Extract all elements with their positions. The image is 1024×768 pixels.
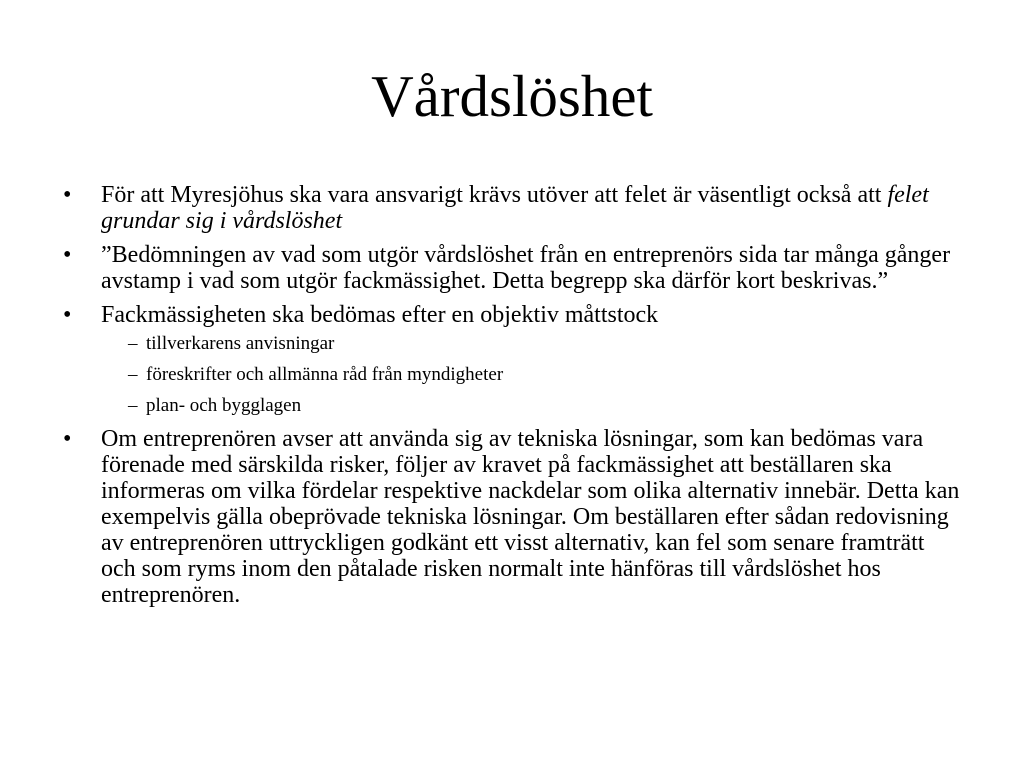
- bullet-item-2: [63, 242, 963, 294]
- slide-title: Vårdslöshet: [371, 63, 653, 129]
- sub-bullet-text: föreskrifter och allmänna råd från myndigheter: [146, 364, 504, 385]
- sub-bullet-item: [63, 395, 963, 417]
- sub-bullet-item: [63, 364, 963, 386]
- bullet-text: För att Myresjöhus ska vara ansvarigt krävs utöver att felet är väsentligt också att: [101, 182, 888, 208]
- bullet-text: Om entreprenören avser att använda sig av tekniska lösningar, som kan bedömas vara förenade med särskilda risker, följer av kravet på fackmässighet att beställaren ska informeras om vilka fördelar respektive nackdelar som olika alternativ innebär. Detta kan exempelvis gälla obeprövade tekniska lösningar. Om beställaren efter sådan redovisning av entreprenören uttryckligen godkänt ett visst alternativ, kan fel som senare framträtt och som ryms inom den påtalade risken normalt inte hänföras till vårdslöshet hos entreprenören.: [101, 426, 960, 608]
- sub-bullet-marker: –: [128, 364, 138, 385]
- bullet-emphasis: felet grundar sig i vårdslöshet: [101, 182, 929, 234]
- bullet-marker: •: [63, 426, 72, 452]
- sub-bullet-text: tillverkarens anvisningar: [146, 333, 335, 354]
- sub-bullet-marker: –: [128, 333, 138, 354]
- bullet-item-3: [63, 302, 963, 417]
- bullet-list: [63, 182, 963, 616]
- bullet-text: ”Bedömningen av vad som utgör vårdslöshet från en entreprenörs sida tar många gånger avstamp i vad som utgör fackmässighet. Detta begrepp ska därför kort beskrivas.”: [101, 242, 951, 294]
- bullet-marker: •: [63, 182, 72, 208]
- bullet-text: Fackmässigheten ska bedömas efter en objektiv måttstock: [101, 302, 659, 328]
- sub-bullet-text: plan- och bygglagen: [146, 395, 302, 416]
- bullet-item-1: [63, 182, 963, 234]
- bullet-marker: •: [63, 242, 72, 268]
- sub-bullet-marker: –: [128, 395, 138, 416]
- bullet-item-4: [63, 426, 963, 608]
- bullet-marker: •: [63, 302, 72, 328]
- sub-bullet-item: [63, 333, 963, 355]
- sub-bullet-list: [101, 333, 963, 417]
